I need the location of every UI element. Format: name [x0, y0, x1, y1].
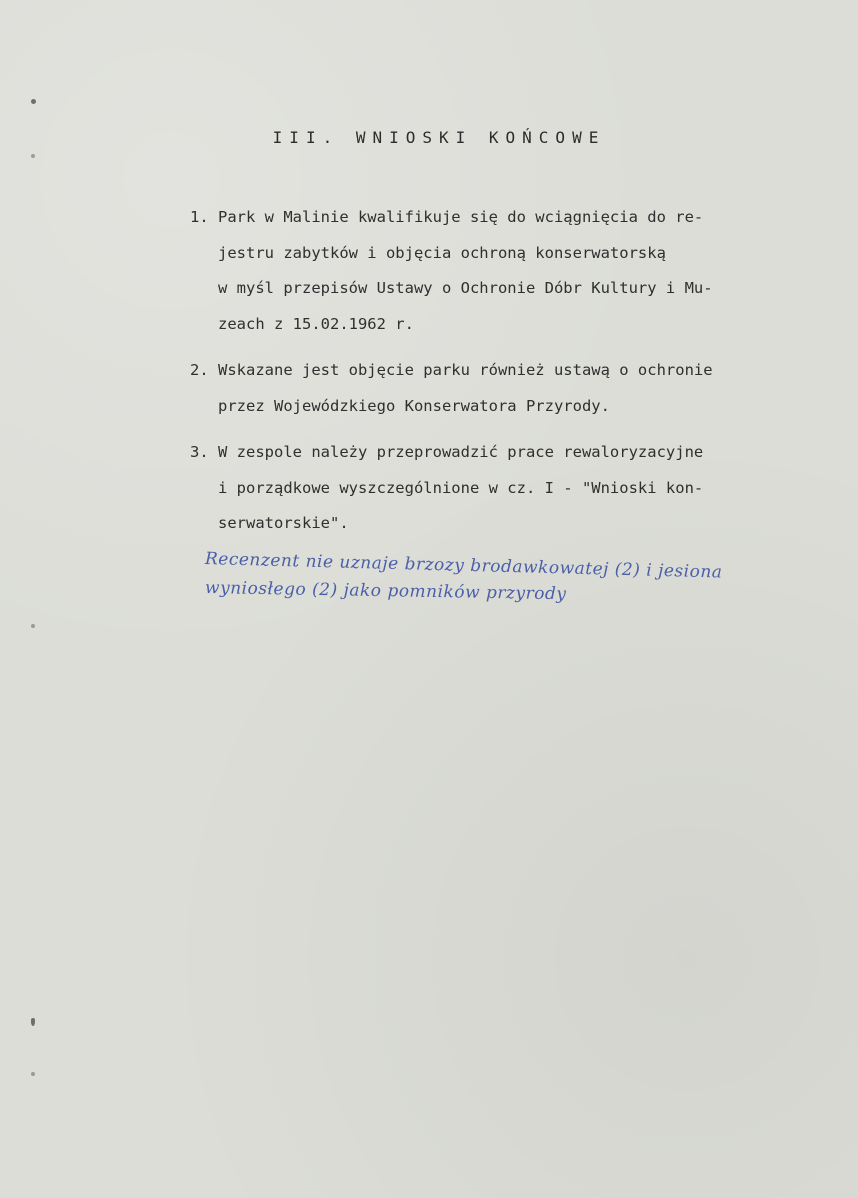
punch-hole-mark: [31, 99, 36, 104]
section-title: III. WNIOSKI KOŃCOWE: [272, 128, 606, 147]
conclusions-list: [190, 200, 790, 553]
list-item: [190, 435, 790, 542]
punch-hole-mark: [31, 154, 35, 158]
item-number: 3.: [190, 443, 209, 461]
item-number: 1.: [190, 208, 209, 226]
text-line: serwatorskie".: [218, 514, 349, 532]
list-item: [190, 200, 790, 342]
punch-hole-mark: [31, 1072, 35, 1076]
text-line: i porządkowe wyszczególnione w cz. I - "Wnioski kon-: [218, 478, 704, 497]
item-text: [218, 200, 790, 342]
list-item: [190, 353, 790, 424]
text-line: w myśl przepisów Ustawy o Ochronie Dóbr Kultury i Mu-: [218, 279, 713, 297]
item-number: 2.: [190, 361, 209, 379]
text-line: jestru zabytków i objęcia ochroną konserwatorską: [218, 243, 666, 262]
punch-hole-mark: [31, 1018, 35, 1026]
handwritten-line: wyniosłego (2) jako pomników przyrody: [204, 578, 567, 605]
item-text: [218, 353, 790, 424]
text-line: przez Wojewódzkiego Konserwatora Przyrody.: [218, 396, 610, 415]
punch-hole-mark: [31, 624, 35, 628]
handwritten-line: Recenzent nie uznaje brzozy brodawkowatej (2) i jesiona: [204, 549, 723, 583]
item-text: [218, 435, 790, 542]
text-line: Park w Malinie kwalifikuje się do wciągnięcia do re-: [218, 208, 704, 226]
text-line: zeach z 15.02.1962 r.: [218, 314, 414, 333]
handwritten-note: [205, 545, 805, 603]
text-line: W zespole należy przeprowadzić prace rewaloryzacyjne: [218, 443, 704, 461]
text-line: Wskazane jest objęcie parku również ustawą o ochronie: [218, 361, 713, 379]
